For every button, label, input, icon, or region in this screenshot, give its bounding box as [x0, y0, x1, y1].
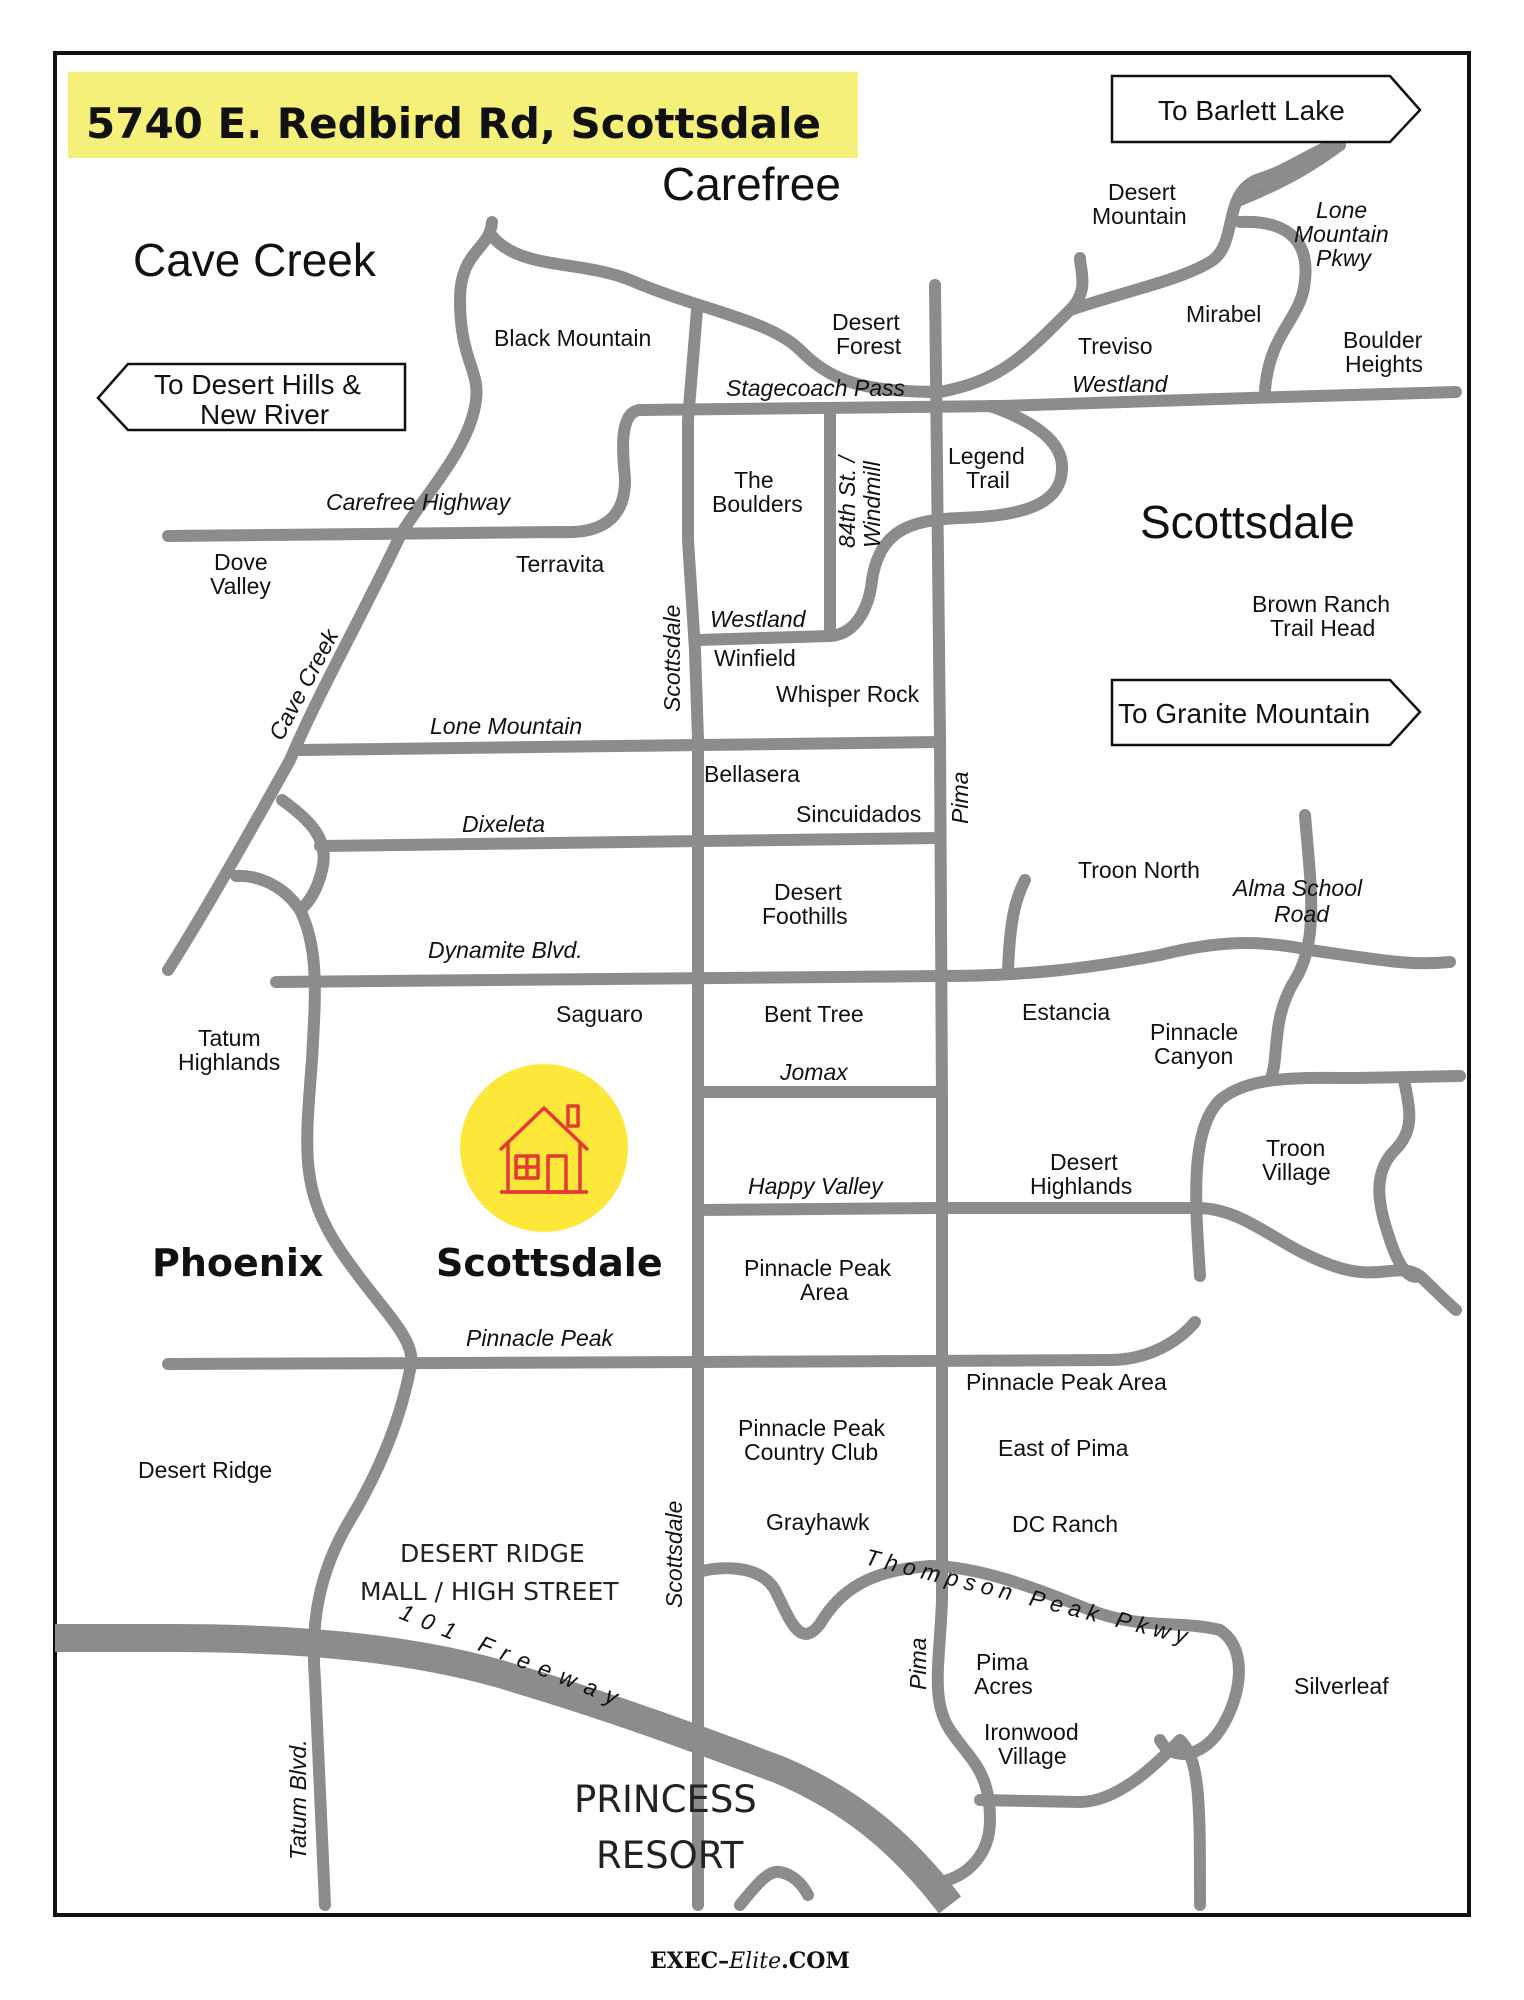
sign-desert-hills [98, 364, 405, 430]
road-label-windmill-1: 84th St. / [834, 455, 860, 548]
city-cave-creek: Cave Creek [133, 234, 376, 286]
road-label-lone-mtn-pkwy-1: Lone [1316, 197, 1368, 223]
road-label-pinnacle-peak: Pinnacle Peak [466, 1325, 614, 1351]
place-pinnacle-peak-cc-1: Pinnacle Peak [738, 1415, 886, 1441]
place-troon-village-2: Village [1262, 1159, 1331, 1185]
sign-granite-text: To Granite Mountain [1118, 698, 1371, 729]
road-label-jomax: Jomax [780, 1059, 848, 1085]
place-troon-village-1: Troon [1266, 1135, 1326, 1161]
place-ironwood-village-1: Ironwood [984, 1719, 1079, 1745]
place-desert-forest-2: Forest [836, 333, 902, 359]
place-mirabel: Mirabel [1186, 301, 1262, 327]
road-label-windmill-2: Windmill [859, 461, 885, 548]
place-treviso: Treviso [1078, 333, 1153, 359]
place-sincuidados: Sincuidados [796, 801, 922, 827]
place-desert-mountain-2: Mountain [1092, 203, 1187, 229]
place-desert-foothills-1: Desert [774, 879, 842, 905]
place-pinnacle-peak-area-2: Area [800, 1279, 849, 1305]
road-label-lone-mtn-pkwy-2: Mountain [1294, 221, 1389, 247]
place-tatum-highlands-2: Highlands [178, 1049, 281, 1075]
sign-granite-mountain [1112, 680, 1420, 745]
place-silverleaf: Silverleaf [1294, 1673, 1389, 1699]
road-label-101-freeway: 101 Freeway [396, 1598, 632, 1714]
place-pinnacle-peak-area-east: Pinnacle Peak Area [966, 1369, 1167, 1395]
place-pinnacle-peak-area-1: Pinnacle Peak [744, 1255, 892, 1281]
page-title: 5740 E. Redbird Rd, Scottsdale [86, 99, 821, 148]
road-label-scottsdale-south: Scottsdale [661, 1500, 687, 1608]
place-bellasera: Bellasera [704, 761, 800, 787]
sign-desert-hills-line1: To Desert Hills & [154, 369, 361, 400]
road-label-cave-creek: Cave Creek [263, 624, 344, 745]
place-desert-highlands-1: Desert [1050, 1149, 1118, 1175]
place-princess-resort-1: PRINCESS [574, 1778, 757, 1821]
road-label-dixeleta: Dixeleta [462, 811, 546, 837]
city-scottsdale-northeast: Scottsdale [1140, 496, 1355, 548]
place-grayhawk: Grayhawk [766, 1509, 870, 1535]
place-whisper-rock: Whisper Rock [776, 681, 920, 707]
place-estancia: Estancia [1022, 999, 1111, 1025]
place-boulder-heights-2: Heights [1345, 351, 1423, 377]
place-dc-ranch: DC Ranch [1012, 1511, 1119, 1537]
road-label-scottsdale-north: Scottsdale [659, 604, 685, 712]
road-label-happy-valley: Happy Valley [748, 1173, 883, 1199]
place-desert-ridge-mall-1: DESERT RIDGE [400, 1539, 585, 1568]
sign-barlett-text: To Barlett Lake [1158, 95, 1345, 126]
marker-circle [460, 1064, 628, 1232]
road-lone-mountain [300, 742, 940, 750]
place-desert-highlands-2: Highlands [1030, 1173, 1133, 1199]
road-label-thompson-peak: Thompson Peak Pkwy [862, 1543, 1196, 1651]
city-phoenix: Phoenix [152, 1241, 324, 1285]
road-label-alma-school-2: Road [1274, 901, 1329, 927]
place-desert-ridge-mall-2: MALL / HIGH STREET [360, 1577, 619, 1606]
place-boulder-heights-1: Boulder [1343, 327, 1423, 353]
property-marker [460, 1064, 628, 1232]
place-pinnacle-peak-cc-2: Country Club [744, 1439, 879, 1465]
place-desert-forest-1: Desert [832, 309, 900, 335]
place-the-boulders-1: The [734, 467, 774, 493]
place-desert-ridge: Desert Ridge [138, 1457, 273, 1483]
place-legend-trail-1: Legend [948, 443, 1025, 469]
road-label-lone-mtn-pkwy-3: Pkwy [1316, 245, 1371, 271]
road-label-tatum: Tatum Blvd. [285, 1739, 311, 1860]
footer-brand-right: .COM [781, 1948, 850, 1974]
road-label-pima-north: Pima [947, 771, 973, 824]
footer-brand-left: EXEC– [650, 1948, 730, 1974]
road-label-alma-school-1: Alma School [1233, 875, 1363, 901]
road-label-westland-south: Westland [710, 606, 806, 632]
place-dove-valley-2: Valley [210, 573, 271, 599]
road-label-stagecoach: Stagecoach Pass [726, 375, 906, 401]
place-terravita: Terravita [516, 551, 605, 577]
place-princess-resort-2: RESORT [596, 1834, 744, 1877]
place-desert-foothills-2: Foothills [762, 903, 848, 929]
place-winfield: Winfield [714, 645, 796, 671]
place-pinnacle-canyon-1: Pinnacle [1150, 1019, 1239, 1045]
road-label-lone-mountain: Lone Mountain [430, 713, 583, 739]
place-pima-acres-2: Acres [974, 1673, 1033, 1699]
place-legend-trail-2: Trail [966, 467, 1010, 493]
place-east-of-pima: East of Pima [998, 1435, 1129, 1461]
place-desert-mountain-1: Desert [1108, 179, 1176, 205]
footer-brand-mid: Elite [729, 1949, 782, 1974]
city-carefree: Carefree [662, 158, 841, 210]
place-the-boulders-2: Boulders [712, 491, 803, 517]
place-black-mountain: Black Mountain [494, 325, 652, 351]
place-pinnacle-canyon-2: Canyon [1154, 1043, 1234, 1069]
sign-barlett-lake [1112, 76, 1420, 142]
road-dixeleta [320, 838, 940, 846]
sign-desert-hills-line2: New River [200, 399, 330, 430]
road-label-pima-south: Pima [905, 1637, 931, 1690]
place-troon-north: Troon North [1078, 857, 1200, 883]
place-pima-acres-1: Pima [976, 1649, 1029, 1675]
place-dove-valley-1: Dove [214, 549, 268, 575]
footer-brand [650, 1948, 850, 1974]
road-label-carefree-highway: Carefree Highway [326, 489, 511, 515]
place-ironwood-village-2: Village [998, 1743, 1067, 1769]
city-scottsdale-marker-label: Scottsdale [436, 1241, 663, 1285]
place-brown-ranch-1: Brown Ranch [1252, 591, 1391, 617]
place-bent-tree: Bent Tree [764, 1001, 864, 1027]
road-pima-north [935, 285, 942, 1600]
road-label-dynamite: Dynamite Blvd. [428, 937, 583, 963]
road-label-westland-north: Westland [1072, 371, 1168, 397]
place-tatum-highlands-1: Tatum [198, 1025, 261, 1051]
place-saguaro: Saguaro [556, 1001, 643, 1027]
place-brown-ranch-2: Trail Head [1270, 615, 1376, 641]
